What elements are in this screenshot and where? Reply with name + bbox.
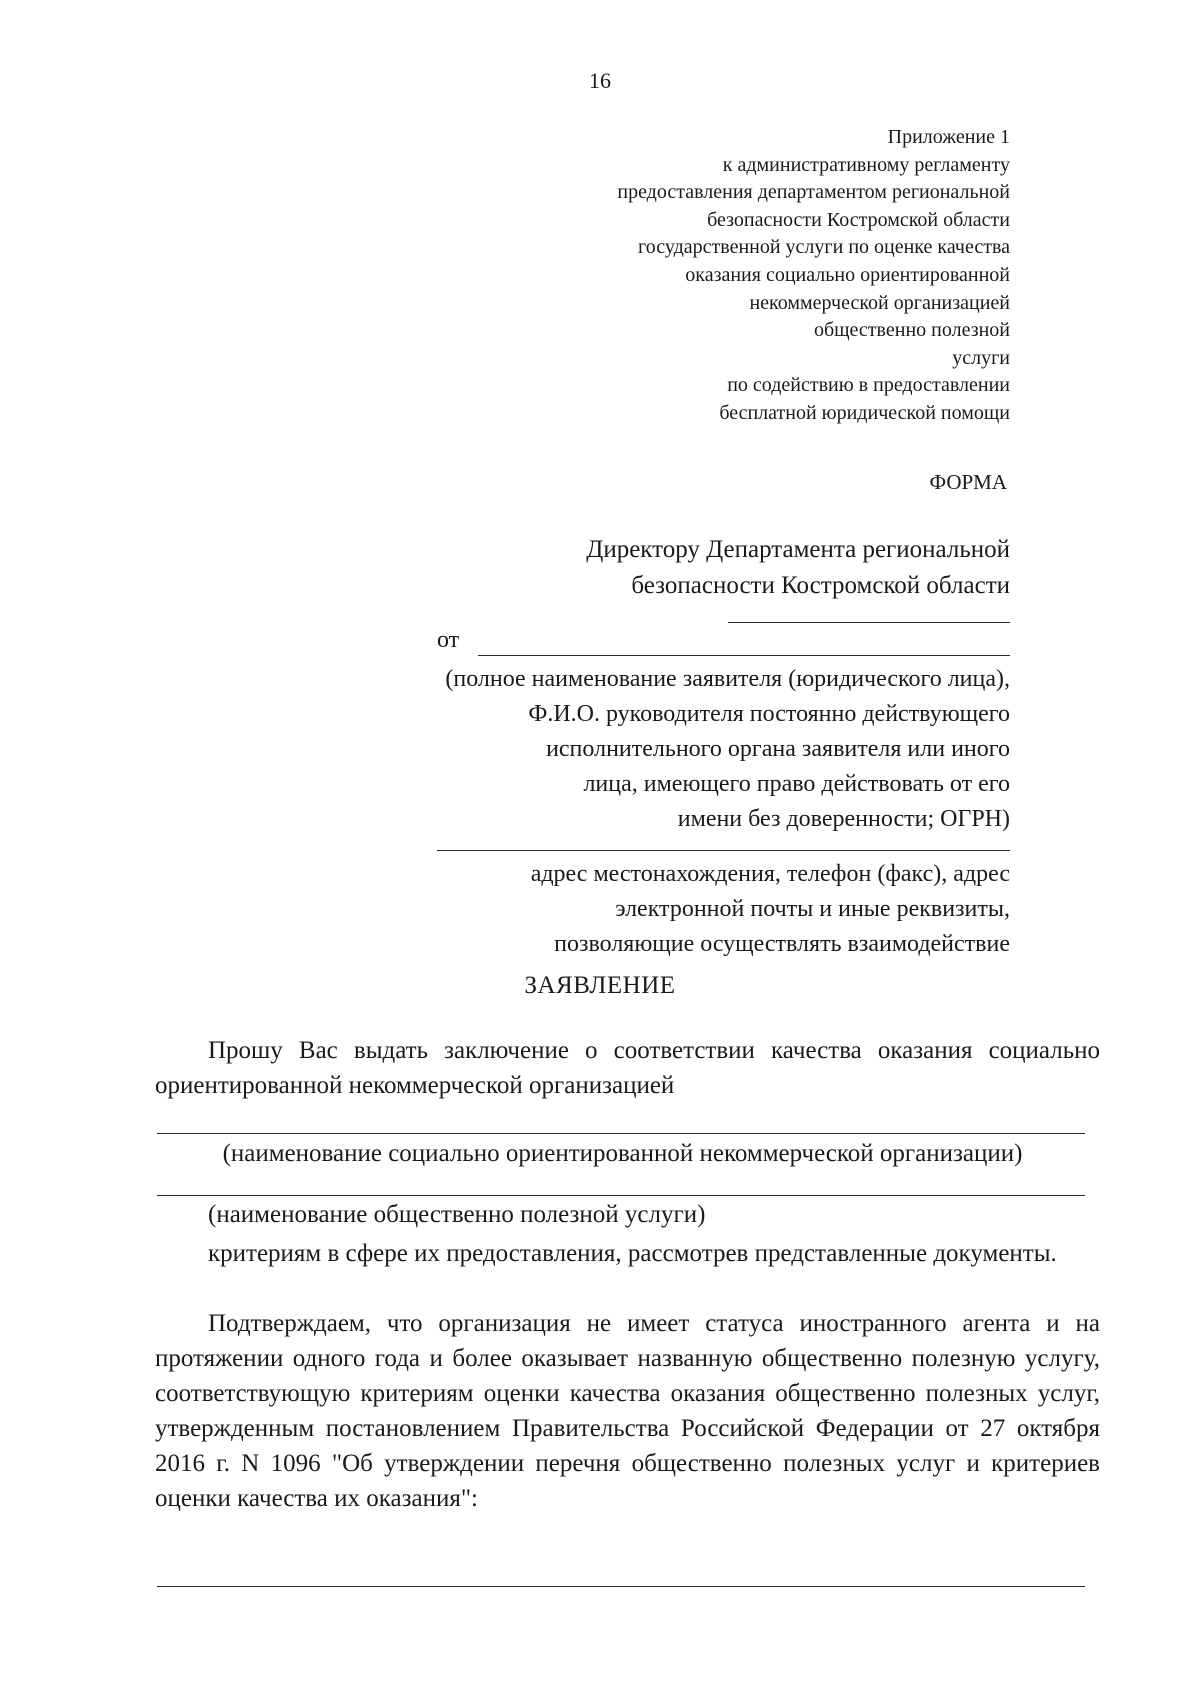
criteria-field-line[interactable]	[157, 1586, 1085, 1587]
appendix-line: оказания социально ориентированной	[685, 263, 1010, 286]
appendix-header	[617, 124, 1010, 428]
applicant-contact-field-line[interactable]	[437, 850, 1010, 851]
hint-line: адрес местонахождения, телефон (факс), адрес	[530, 861, 1010, 887]
hint-line: электронной почты и иные реквизиты,	[615, 896, 1010, 922]
org-name-field-line[interactable]	[157, 1133, 1085, 1134]
org-name-caption: (наименование социально ориентированной некоммерческой организации)	[222, 1140, 1023, 1167]
appendix-line: государственной услуги по оценке качества	[638, 236, 1010, 259]
service-name-field-line[interactable]	[157, 1195, 1085, 1196]
service-name-caption: (наименование общественно полезной услуги)	[208, 1201, 706, 1228]
appendix-line: Приложение 1	[887, 126, 1010, 148]
appendix-line: к административному регламенту	[722, 153, 1010, 176]
appendix-line: бесплатной юридической помощи	[719, 401, 1010, 424]
appendix-line: предоставления департаментом региональной	[617, 181, 1010, 204]
hint-line: позволяющие осуществлять взаимодействие	[554, 931, 1010, 957]
document-title: ЗАЯВЛЕНИЕ	[524, 972, 676, 999]
addressee-line: безопасности Костромской области	[631, 572, 1010, 599]
applicant-name-field-line[interactable]	[478, 655, 1010, 656]
appendix-line: по содействию в предоставлении	[727, 374, 1010, 397]
hint-line: (полное наименование заявителя (юридического лица),	[445, 666, 1010, 692]
confirmation-paragraph: Подтверждаем, что организация не имеет статуса иностранного агента и на протяжении одного года и более оказывает названную общественно полезную услугу, соответствующую критериям оценки качества оказания общественно полезных услуг, утвержденным постановлением Правительства Российской Федерации от 27 октября 2016 г. N 1096 "Об утверждении перечня общественно полезных услуг и критериев оценки качества их оказания":	[155, 1310, 1100, 1512]
appendix-line: услуги	[952, 346, 1010, 369]
addressee-line: Директору Департамента региональной	[586, 536, 1010, 563]
from-label: от	[437, 627, 460, 653]
addressee-block	[586, 532, 1010, 604]
hint-line: Ф.И.О. руководителя постоянно действующего	[528, 701, 1010, 727]
applicant-contact-hint	[531, 857, 1010, 962]
request-paragraph: Прошу Вас выдать заключение о соответствии качества оказания социально ориентированной некоммерческой организацией	[155, 1037, 1100, 1099]
appendix-line: безопасности Костромской области	[707, 208, 1010, 231]
hint-line: лица, имеющего право действовать от его	[583, 771, 1010, 797]
criteria-paragraph: критериям в сфере их предоставления, рассмотрев представленные документы.	[208, 1240, 1057, 1267]
appendix-line: некоммерческой организацией	[749, 291, 1010, 314]
hint-line: исполнительного органа заявителя или иного	[546, 736, 1010, 762]
form-label: ФОРМА	[929, 470, 1007, 494]
appendix-line: общественно полезной	[813, 319, 1010, 342]
hint-line: имени без доверенности; ОГРН)	[677, 806, 1010, 832]
applicant-blank-line-top[interactable]	[728, 622, 1010, 623]
page-number: 16	[589, 68, 611, 93]
applicant-name-hint	[445, 662, 1010, 837]
